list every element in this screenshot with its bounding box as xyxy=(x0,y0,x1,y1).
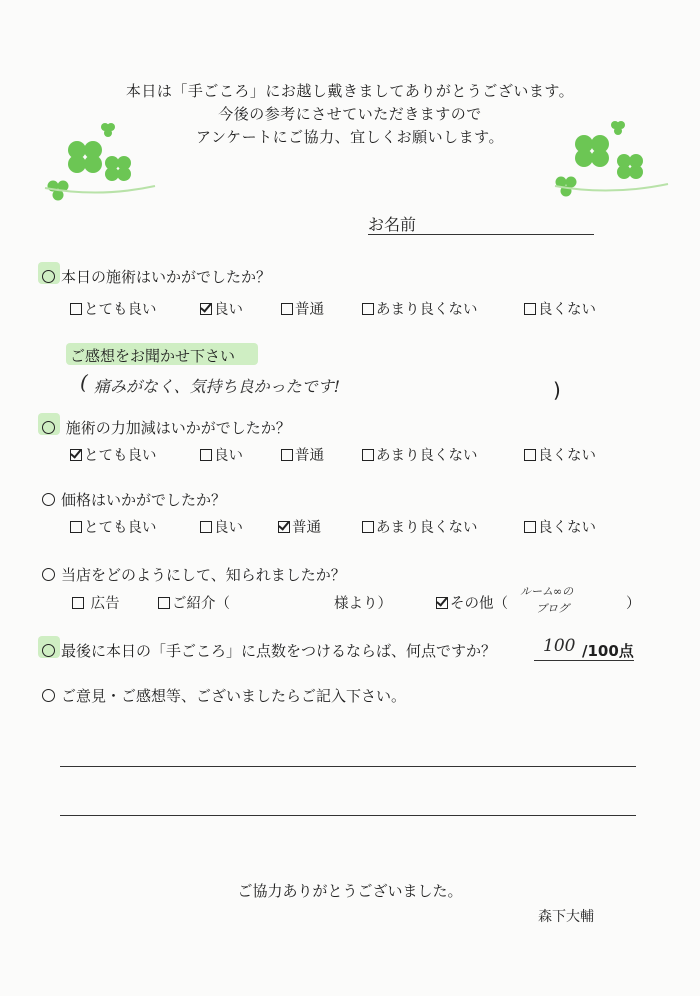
bullet-icon xyxy=(42,493,55,506)
question-1-text: 本日の施術はいかがでしたか？ xyxy=(61,268,272,286)
clover-icon xyxy=(105,156,131,181)
checkbox-icon xyxy=(200,521,212,533)
q4-option-ad[interactable]: 広告 xyxy=(72,592,120,613)
q3-option-3[interactable]: 普通 xyxy=(278,516,321,537)
q2-option-1[interactable]: とても良い xyxy=(70,444,157,465)
comment-line-2[interactable] xyxy=(60,815,636,816)
question-2-text: 施術の力加減はいかがでしたか？ xyxy=(65,419,291,437)
comment-line-1[interactable] xyxy=(60,766,636,767)
checkbox-icon xyxy=(70,303,82,315)
q4-other-answer-2[interactable]: ブログ xyxy=(536,602,569,615)
q4-option-other[interactable]: その他（ xyxy=(436,592,508,613)
checkbox-icon xyxy=(281,303,293,315)
checkbox-icon xyxy=(524,449,536,461)
question-3 xyxy=(42,489,226,510)
checkbox-checked-icon xyxy=(278,521,290,533)
q3-option-4[interactable]: あまり良くない xyxy=(362,516,478,537)
q4-referral-end: 様より） xyxy=(334,596,392,612)
signature: 森下大輔 xyxy=(538,909,594,925)
q1-option-5[interactable]: 良くない xyxy=(524,298,596,319)
q2-option-3[interactable]: 普通 xyxy=(281,444,324,465)
bullet-icon xyxy=(42,568,55,581)
question-2 xyxy=(42,417,291,438)
checkbox-icon xyxy=(72,597,84,609)
name-label: お名前 xyxy=(368,215,417,234)
q4-other-end: ） xyxy=(626,596,641,612)
checkbox-icon xyxy=(158,597,170,609)
checkbox-checked-icon xyxy=(436,597,448,609)
checkbox-icon xyxy=(524,521,536,533)
q2-option-5[interactable]: 良くない xyxy=(524,444,596,465)
q1-option-4[interactable]: あまり良くない xyxy=(362,298,478,319)
q4-option-referral[interactable]: ご紹介（ xyxy=(158,592,230,613)
question-3-text: 価格はいかがでしたか？ xyxy=(61,491,227,509)
checkbox-icon xyxy=(362,449,374,461)
impression-answer[interactable]: 痛みがなく、気持ち良かったです! xyxy=(94,377,341,396)
q5-score[interactable]: 100 xyxy=(543,636,576,656)
intro-line-2: 今後の参考にさせていただきますので xyxy=(218,105,482,123)
question-4-text: 当店をどのようにして、知られましたか？ xyxy=(61,566,346,584)
checkbox-icon xyxy=(524,303,536,315)
checkbox-checked-icon xyxy=(200,303,212,315)
q1-option-2[interactable]: 良い xyxy=(200,298,243,319)
bullet-icon xyxy=(42,421,55,434)
name-field-line[interactable] xyxy=(368,234,594,235)
bullet-icon xyxy=(42,644,55,657)
score-underline xyxy=(534,660,634,661)
checkbox-icon xyxy=(70,521,82,533)
clover-icon xyxy=(617,154,643,179)
q1-option-1[interactable]: とても良い xyxy=(70,298,157,319)
impression-label: ご感想をお聞かせ下さい xyxy=(70,347,236,365)
question-1 xyxy=(42,266,271,287)
checkbox-icon xyxy=(362,521,374,533)
q3-option-5[interactable]: 良くない xyxy=(524,516,596,537)
intro-line-3: アンケートにご協力、宜しくお願いします。 xyxy=(196,128,504,146)
q1-option-3[interactable]: 普通 xyxy=(281,298,324,319)
question-5 xyxy=(42,640,496,661)
question-6-text: ご意見・ご感想等、ございましたらご記入下さい。 xyxy=(61,687,407,705)
question-5-text: 最後に本日の「手ごころ」に点数をつけるならば、何点ですか？ xyxy=(61,642,497,660)
impression-close-paren: ) xyxy=(553,378,561,402)
question-6 xyxy=(42,685,406,706)
q3-option-1[interactable]: とても良い xyxy=(70,516,157,537)
intro-line-1: 本日は「手ごころ」にお越し戴きましてありがとうございます。 xyxy=(125,82,575,100)
q5-max: /100点 xyxy=(582,642,634,660)
checkbox-checked-icon xyxy=(70,449,82,461)
bullet-icon xyxy=(42,689,55,702)
checkbox-icon xyxy=(200,449,212,461)
question-4 xyxy=(42,564,346,585)
q4-other-answer-1[interactable]: ルーム∞の xyxy=(520,585,574,598)
checkbox-icon xyxy=(362,303,374,315)
q3-option-2[interactable]: 良い xyxy=(200,516,243,537)
checkbox-icon xyxy=(281,449,293,461)
q2-option-2[interactable]: 良い xyxy=(200,444,243,465)
impression-open-paren: ( xyxy=(80,370,88,394)
bullet-icon xyxy=(42,270,55,283)
q2-option-4[interactable]: あまり良くない xyxy=(362,444,478,465)
closing-message: ご協力ありがとうございました。 xyxy=(237,882,463,900)
